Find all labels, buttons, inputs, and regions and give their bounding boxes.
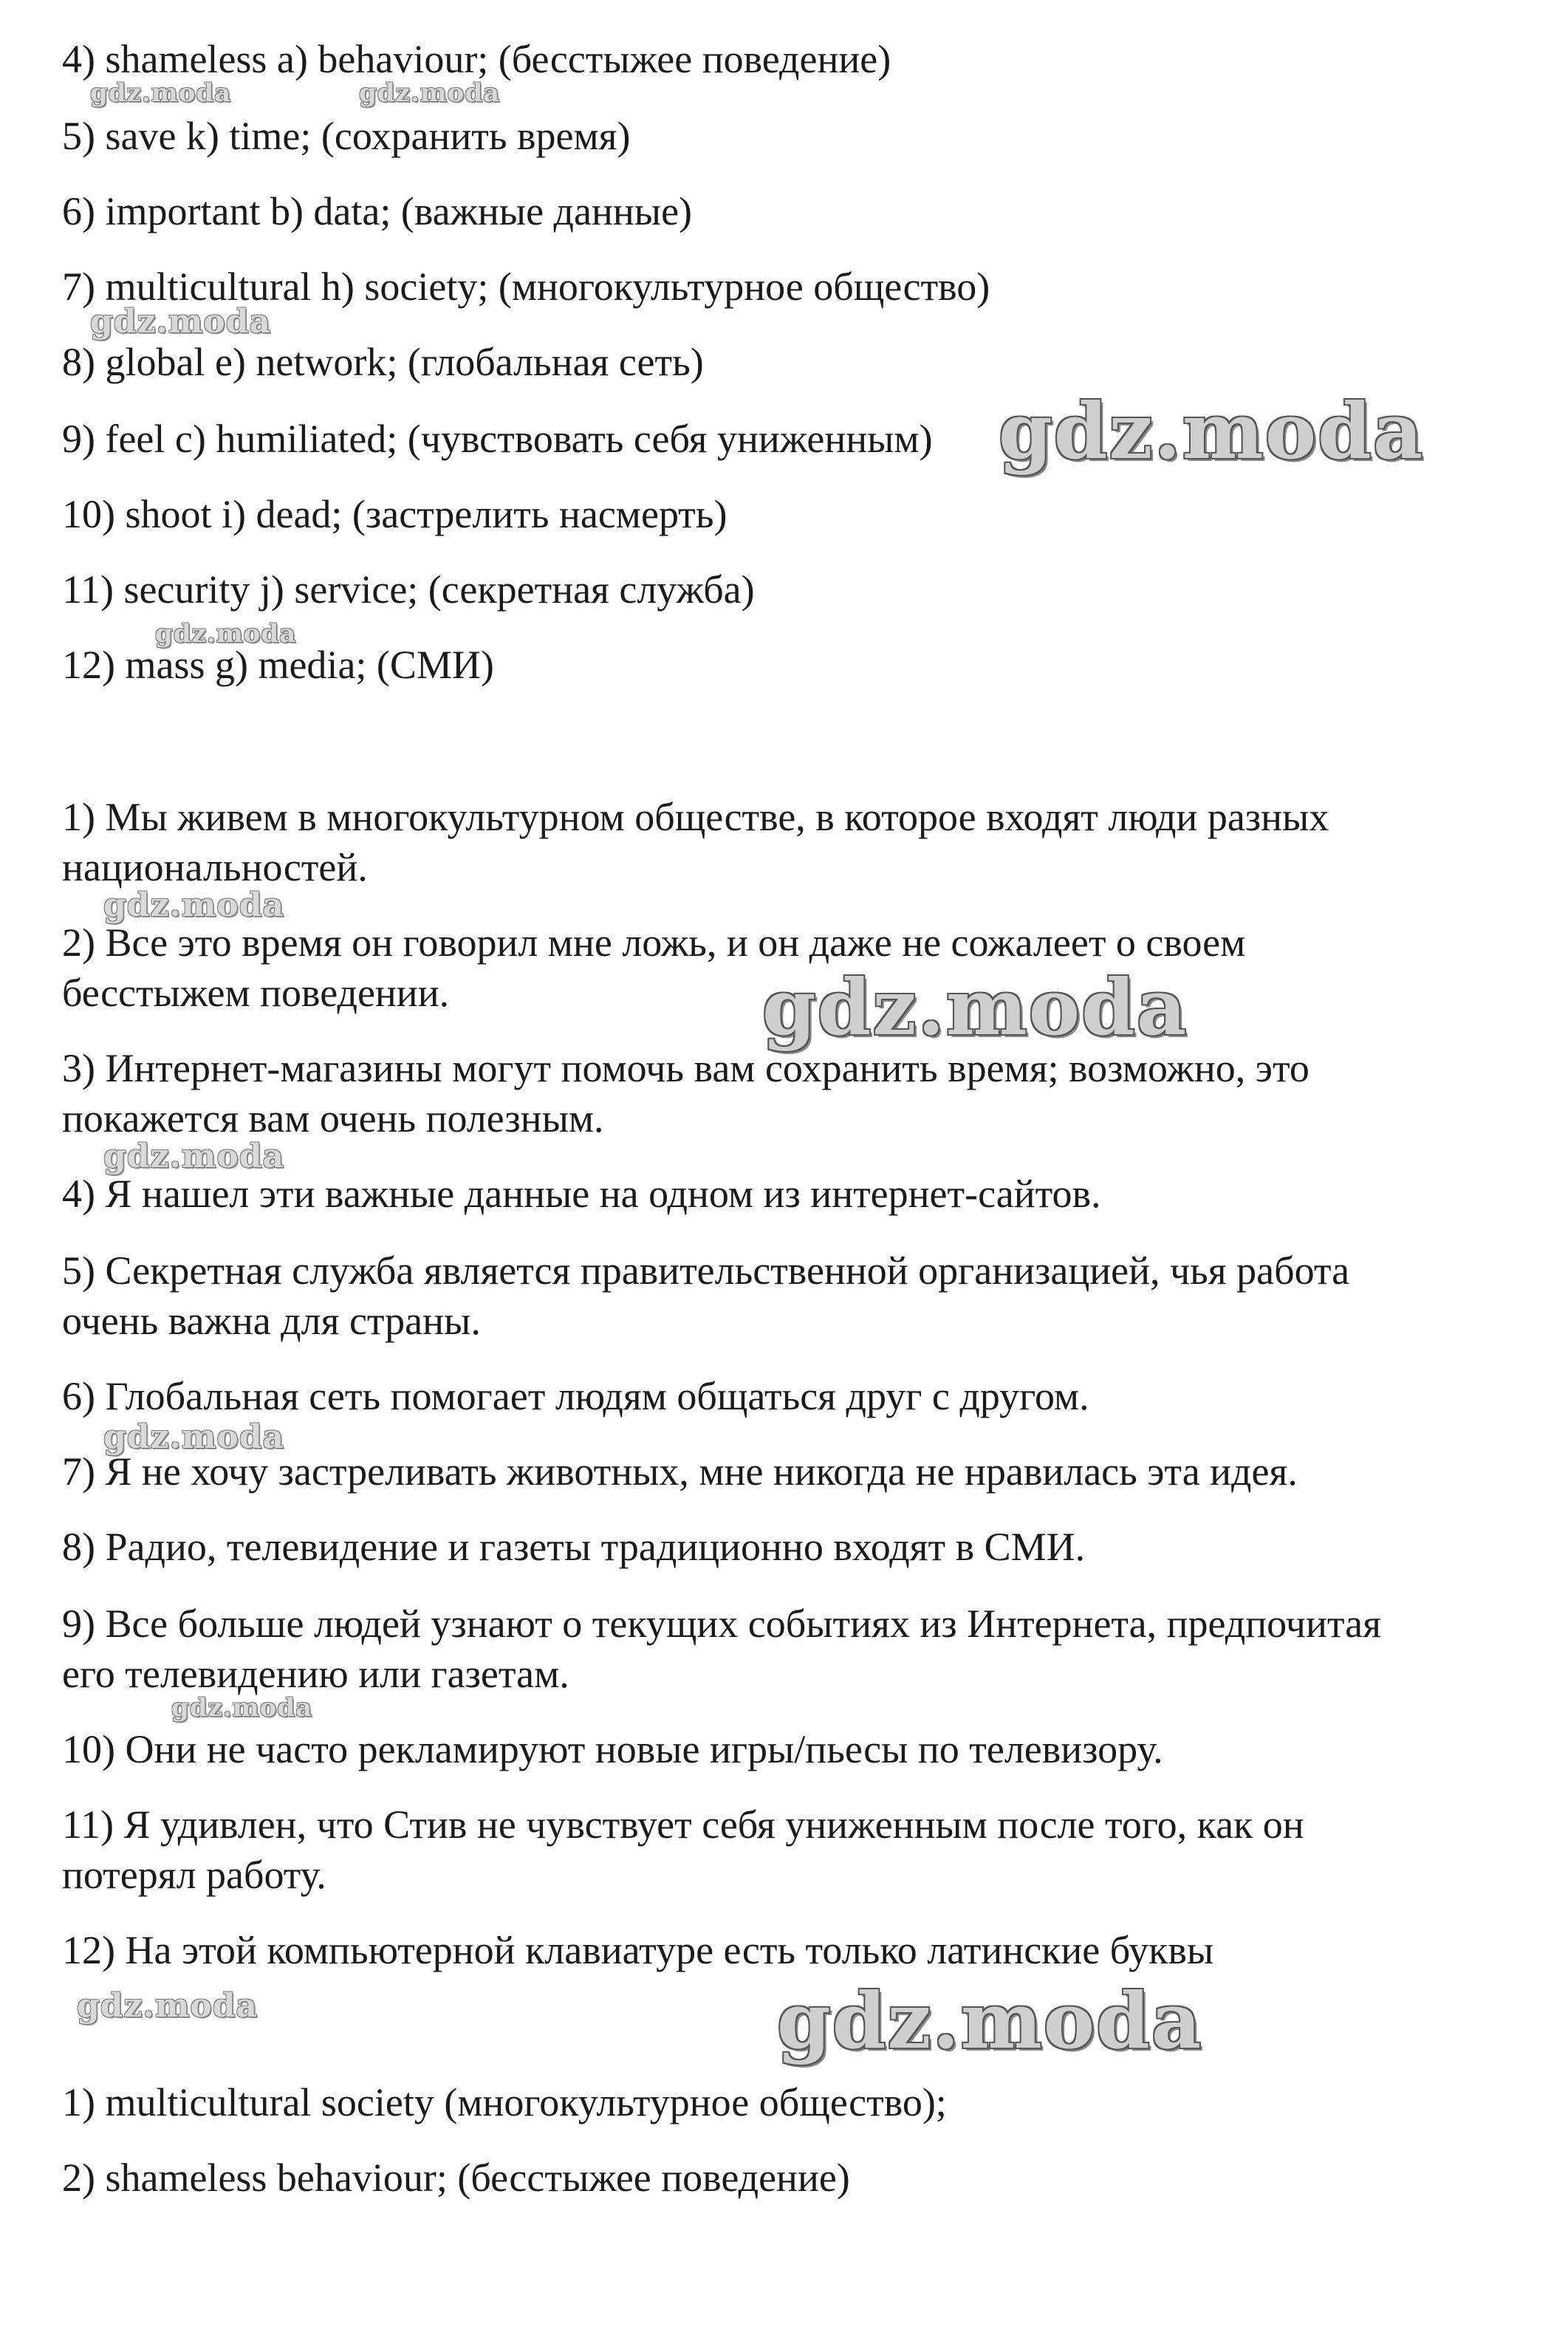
- translation-11-line-a: 11) Я удивлен, что Стив не чувствует себя униженным после того, как он: [62, 1802, 1304, 1847]
- translation-12: 12) На этой компьютерной клавиатуре есть только латинские буквы: [62, 1928, 1214, 1972]
- watermark-logo: gdz.moda: [762, 962, 1188, 1053]
- watermark-logo: gdz.moda: [171, 1693, 313, 1723]
- match-line-8: 8) global e) network; (глобальная сеть): [62, 340, 704, 384]
- watermark-logo: gdz.moda: [103, 1418, 285, 1456]
- translation-4: 4) Я нашел эти важные данные на одном из интернет-сайтов.: [62, 1172, 1101, 1216]
- match-line-6: 6) important b) data; (важные данные): [62, 189, 693, 233]
- match-line-10: 10) shoot i) dead; (застрелить насмерть): [62, 492, 727, 536]
- translation-2-line-b: бесстыжем поведении.: [62, 971, 450, 1015]
- translation-2-line-a: 2) Все это время он говорил мне ложь, и он даже не сожалеет о своем: [62, 920, 1246, 965]
- final-item-2: 2) shameless behaviour; (бесстыжее поведение): [62, 2155, 850, 2200]
- match-line-9: 9) feel c) humiliated; (чувствовать себя униженным): [62, 417, 933, 461]
- watermark-logo: gdz.moda: [999, 386, 1425, 476]
- watermark-logo: gdz.moda: [90, 78, 232, 108]
- translation-7: 7) Я не хочу застреливать животных, мне никогда не нравилась эта идея.: [62, 1449, 1298, 1494]
- translation-1-line-b: национальностей.: [62, 845, 368, 889]
- translation-3-line-a: 3) Интернет-магазины могут помочь вам сохранить время; возможно, это: [62, 1046, 1309, 1090]
- watermark-logo: gdz.moda: [90, 303, 272, 341]
- watermark-logo: gdz.moda: [103, 886, 285, 924]
- translation-6: 6) Глобальная сеть помогает людям общаться друг с другом.: [62, 1374, 1089, 1418]
- translation-5-line-b: очень важна для страны.: [62, 1299, 481, 1343]
- translation-3-line-b: покажется вам очень полезным.: [62, 1096, 604, 1141]
- translation-1-line-a: 1) Мы живем в многокультурном обществе, в которое входят люди разных: [62, 795, 1329, 839]
- watermark-logo: gdz.moda: [359, 78, 501, 108]
- translation-5-line-a: 5) Секретная служба является правительственной организацией, чья работа: [62, 1248, 1350, 1293]
- watermark-logo: gdz.moda: [155, 619, 297, 649]
- watermark-logo: gdz.moda: [777, 1975, 1203, 2066]
- match-line-4: 4) shameless a) behaviour; (бесстыжее поведение): [62, 37, 891, 81]
- watermark-logo: gdz.moda: [103, 1138, 285, 1175]
- match-line-5: 5) save k) time; (сохранить время): [62, 114, 631, 158]
- translation-9-line-a: 9) Все больше людей узнают о текущих событиях из Интернета, предпочитая: [62, 1601, 1381, 1646]
- translation-10: 10) Они не часто рекламируют новые игры/пьесы по телевизору.: [62, 1727, 1163, 1771]
- translation-11-line-b: потерял работу.: [62, 1853, 326, 1897]
- translation-8: 8) Радио, телевидение и газеты традиционно входят в СМИ.: [62, 1525, 1086, 1569]
- match-line-7: 7) multicultural h) society; (многокультурное общество): [62, 264, 990, 309]
- translation-9-line-b: его телевидению или газетам.: [62, 1652, 569, 1696]
- final-item-1: 1) multicultural society (многокультурное общество);: [62, 2080, 947, 2124]
- watermark-logo: gdz.moda: [77, 1987, 259, 2025]
- match-line-12: 12) mass g) media; (СМИ): [62, 643, 494, 687]
- match-line-11: 11) security j) service; (секретная служба): [62, 567, 755, 612]
